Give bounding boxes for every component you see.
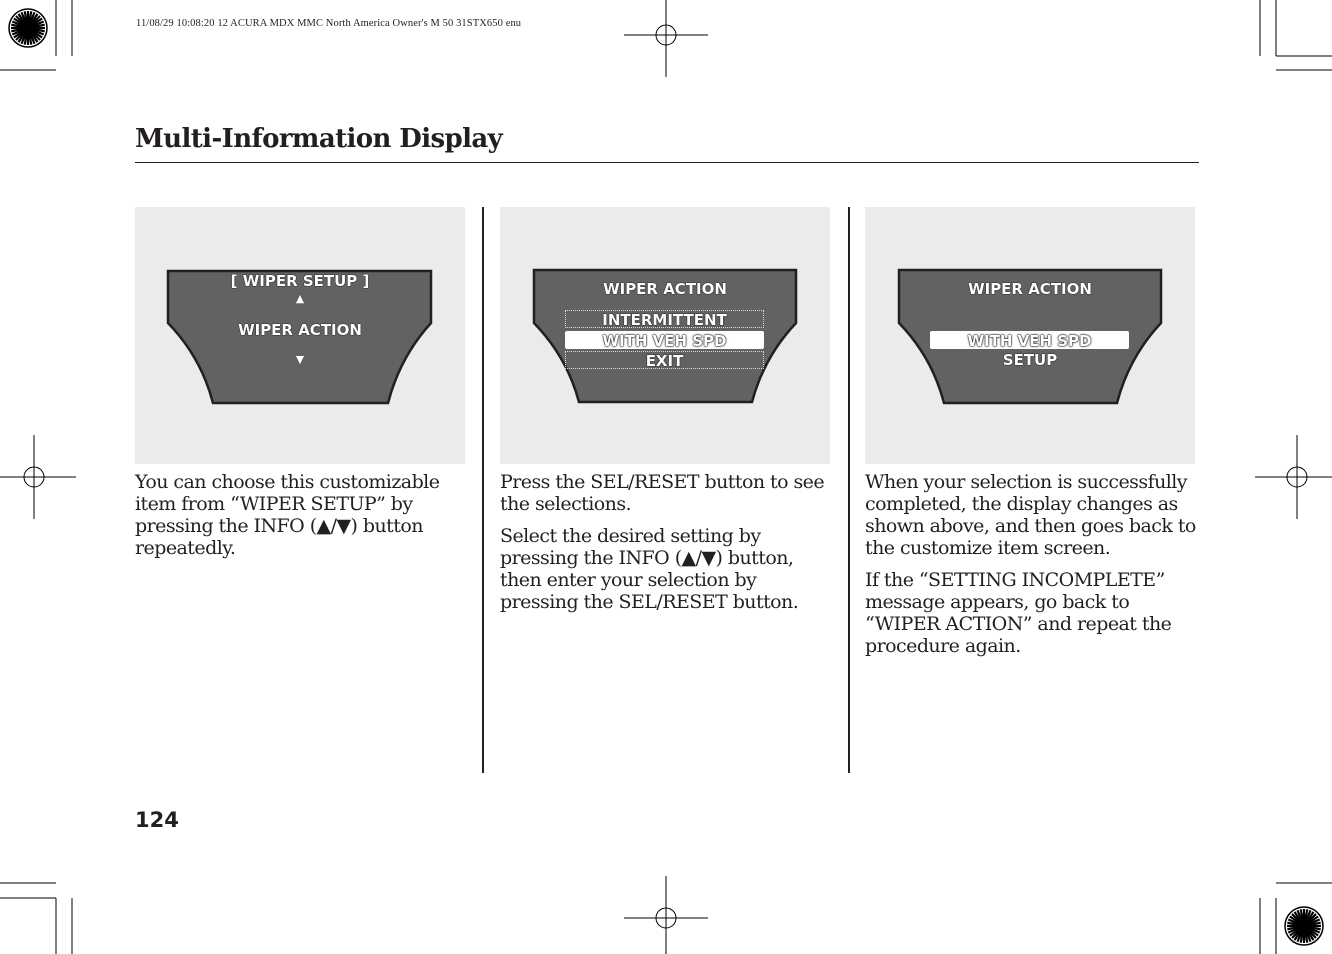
display-illustration-wiper-setup [135, 207, 465, 464]
option-exit: EXIT [565, 351, 764, 369]
column-divider-2 [848, 207, 850, 773]
column-text-2 [500, 471, 836, 623]
paragraph: You can choose this customizable item from “WIPER SETUP” by pressing the INFO (▲/▼) button repeatedly. [135, 471, 440, 559]
paragraph: If the “SETTING INCOMPLETE” message appears, go back to “WIPER ACTION” and repeat the procedure again. [865, 569, 1172, 657]
display-header: WIPER ACTION [603, 280, 727, 298]
paragraph: Press the SEL/RESET button to see the selections. [500, 471, 825, 515]
title-divider [135, 162, 1199, 163]
option-with-veh-spd-selected: WITH VEH SPD [565, 331, 764, 349]
column-text-1 [135, 471, 471, 569]
display-illustration-setup-complete [865, 207, 1195, 464]
up-arrow-icon: ▲ [295, 292, 305, 305]
paragraph: When your selection is successfully completed, the display changes as shown above, and then goes back to the customize item screen. [865, 471, 1196, 559]
column-divider-1 [482, 207, 484, 773]
option-intermittent: INTERMITTENT [565, 310, 764, 328]
display-item: WIPER ACTION [238, 321, 362, 339]
setup-status: SETUP [1002, 351, 1058, 369]
paragraph: Select the desired setting by pressing the INFO (▲/▼) button, then enter your selection by pressing the SEL/RESET button. [500, 525, 799, 613]
down-arrow-icon: ▼ [295, 353, 305, 366]
display-header: WIPER ACTION [968, 280, 1092, 298]
display-illustration-wiper-action-options [500, 207, 830, 464]
selected-setting: WITH VEH SPD [930, 331, 1129, 349]
display-header: [ WIPER SETUP ] [230, 272, 370, 290]
print-info-line: 11/08/29 10:08:20 12 ACURA MDX MMC North America Owner's M 50 31STX650 enu [136, 18, 522, 29]
page-number: 124 [135, 808, 179, 832]
column-text-3 [865, 471, 1201, 667]
page-title: Multi-Information Display [135, 124, 503, 154]
